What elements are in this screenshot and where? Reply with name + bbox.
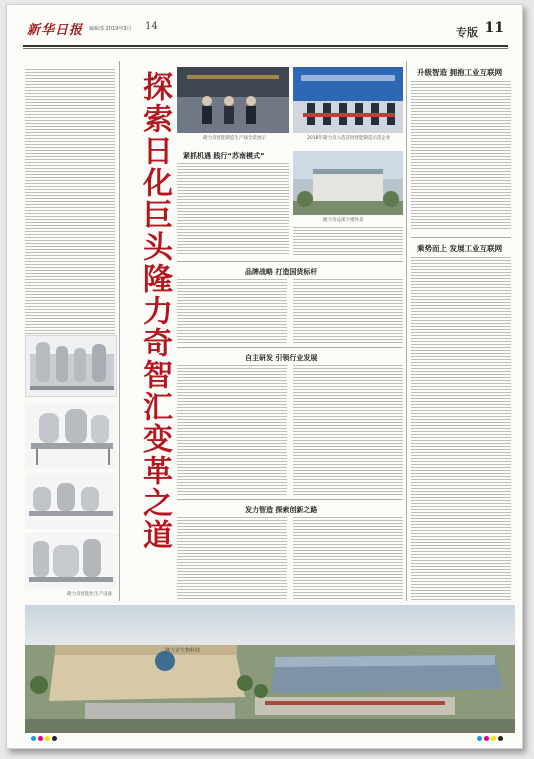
right-section-title-2: 乘势而上 发展工业互联网	[417, 244, 503, 253]
newspaper-page	[6, 4, 523, 749]
section-rule-2	[177, 261, 403, 262]
equipment-photo-4	[25, 533, 117, 589]
section-rule-4	[177, 499, 403, 500]
masthead-rule-thin	[23, 48, 508, 49]
issue-info: 编辑部 2019年3月	[89, 26, 132, 32]
section-1-text	[177, 163, 289, 255]
equipment-caption: 隆力奇智能化生产设备	[67, 592, 112, 597]
section-4-text-b	[293, 517, 403, 601]
equipment-photo-1	[25, 335, 117, 397]
intro-text-block	[25, 69, 115, 334]
color-registration-right	[477, 736, 503, 741]
masthead	[23, 17, 508, 43]
section-label: 专版	[456, 26, 478, 39]
color-registration-left	[31, 736, 57, 741]
right-section-rule	[411, 237, 511, 238]
section-2-text-a	[177, 279, 287, 343]
section-3-text-a	[177, 365, 287, 495]
photo2-caption: 2018年隆力奇入选首批智能制造示范企业	[307, 136, 391, 141]
panorama-sign: 隆力奇生物科技	[165, 648, 201, 654]
column-divider-right	[406, 61, 407, 601]
equipment-photo-2	[25, 403, 117, 469]
masthead-rule	[23, 45, 508, 47]
photo1-caption: 隆力奇智能制造生产线全景展示	[203, 136, 266, 141]
section-2-text-b	[293, 279, 403, 343]
headline: 探索日化巨头隆力奇智汇变革之道	[137, 71, 172, 551]
page-number-right: 11	[484, 20, 504, 36]
photo-award-ceremony	[293, 67, 403, 133]
photo-headquarters	[293, 151, 403, 215]
newspaper-logo: 新华日报	[27, 23, 84, 38]
section-3-text-b	[293, 365, 403, 495]
right-section-1-text	[411, 81, 511, 231]
section-1-text-b	[293, 227, 403, 257]
photo3-caption: 隆力奇总部大楼外景	[323, 218, 364, 223]
right-section-2-text	[411, 257, 511, 601]
section-title-3: 自主研发 引领行业发展	[245, 354, 318, 362]
right-section-title-1: 升级智造 拥抱工业互联网	[417, 68, 503, 77]
column-divider	[119, 61, 120, 601]
section-title-1: 紧抓机遇 践行“苏南模式”	[183, 152, 265, 160]
section-4-text-a	[177, 517, 287, 601]
section-title-2: 品牌战略 打造国货标杆	[245, 268, 318, 276]
section-rule-3	[177, 347, 403, 348]
page-number-left: 14	[145, 21, 158, 32]
factory-panorama-photo	[25, 605, 515, 733]
section-title-4: 发力智造 探索创新之路	[245, 506, 318, 514]
photo-production-line	[177, 67, 289, 133]
equipment-photo-3	[25, 473, 117, 529]
